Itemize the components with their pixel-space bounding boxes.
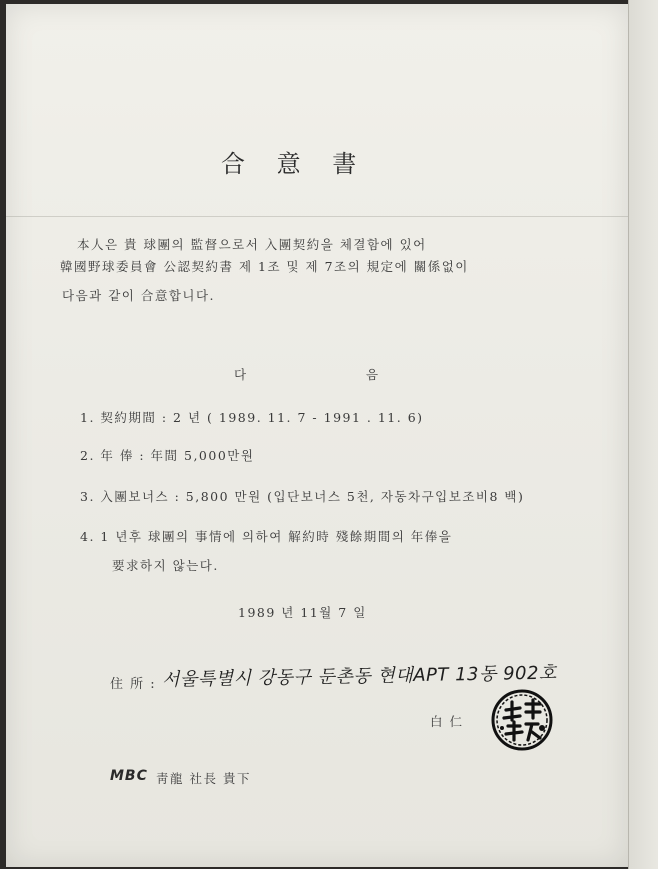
intro-line-3: 다음과 같이 合意합니다.	[62, 288, 216, 303]
paper-edge	[628, 0, 658, 869]
address-label: 住 所 :	[110, 677, 157, 692]
document-page	[6, 4, 628, 867]
address-handwritten: 서울특별시 강동구 둔촌동 현대APT 13동 902호	[161, 662, 558, 691]
intro-line-2: 韓國野球委員會 公認契約書 제 1조 및 제 7조의 規定에 關係없이	[60, 259, 469, 274]
heading-da: 다	[234, 367, 247, 382]
intro-line-1: 本人은 貴 球團의 監督으로서 入團契約을 체결함에 있어	[77, 237, 427, 252]
item-annual-salary: 2. 年 俸 : 年間 5,000만원	[80, 448, 255, 463]
item-contract-period: 1. 契約期間 : 2 년 ( 1989. 11. 7 - 1991 . 11. 6)	[80, 410, 424, 425]
item-termination: 4. 1 년후 球團의 事情에 의하여 解約時 殘餘期間의 年俸을	[80, 529, 453, 544]
document-date: 1989 년 11월 7 일	[238, 605, 367, 620]
heading-eum: 음	[366, 367, 379, 382]
seal-stamp-icon	[490, 688, 554, 756]
recipient-line: 靑龍 社長 貴下	[156, 771, 251, 786]
document-title: 合 意 書	[221, 150, 369, 178]
paper-fold	[6, 216, 628, 217]
item-termination-cont: 要求하지 않는다.	[112, 558, 219, 573]
signer-name: 白 仁	[430, 714, 464, 729]
item-signing-bonus: 3. 入團보너스 : 5,800 만원 (입단보너스 5천, 자동차구입보조비8 백)	[80, 489, 525, 504]
mbc-logo: MBC	[110, 768, 148, 784]
